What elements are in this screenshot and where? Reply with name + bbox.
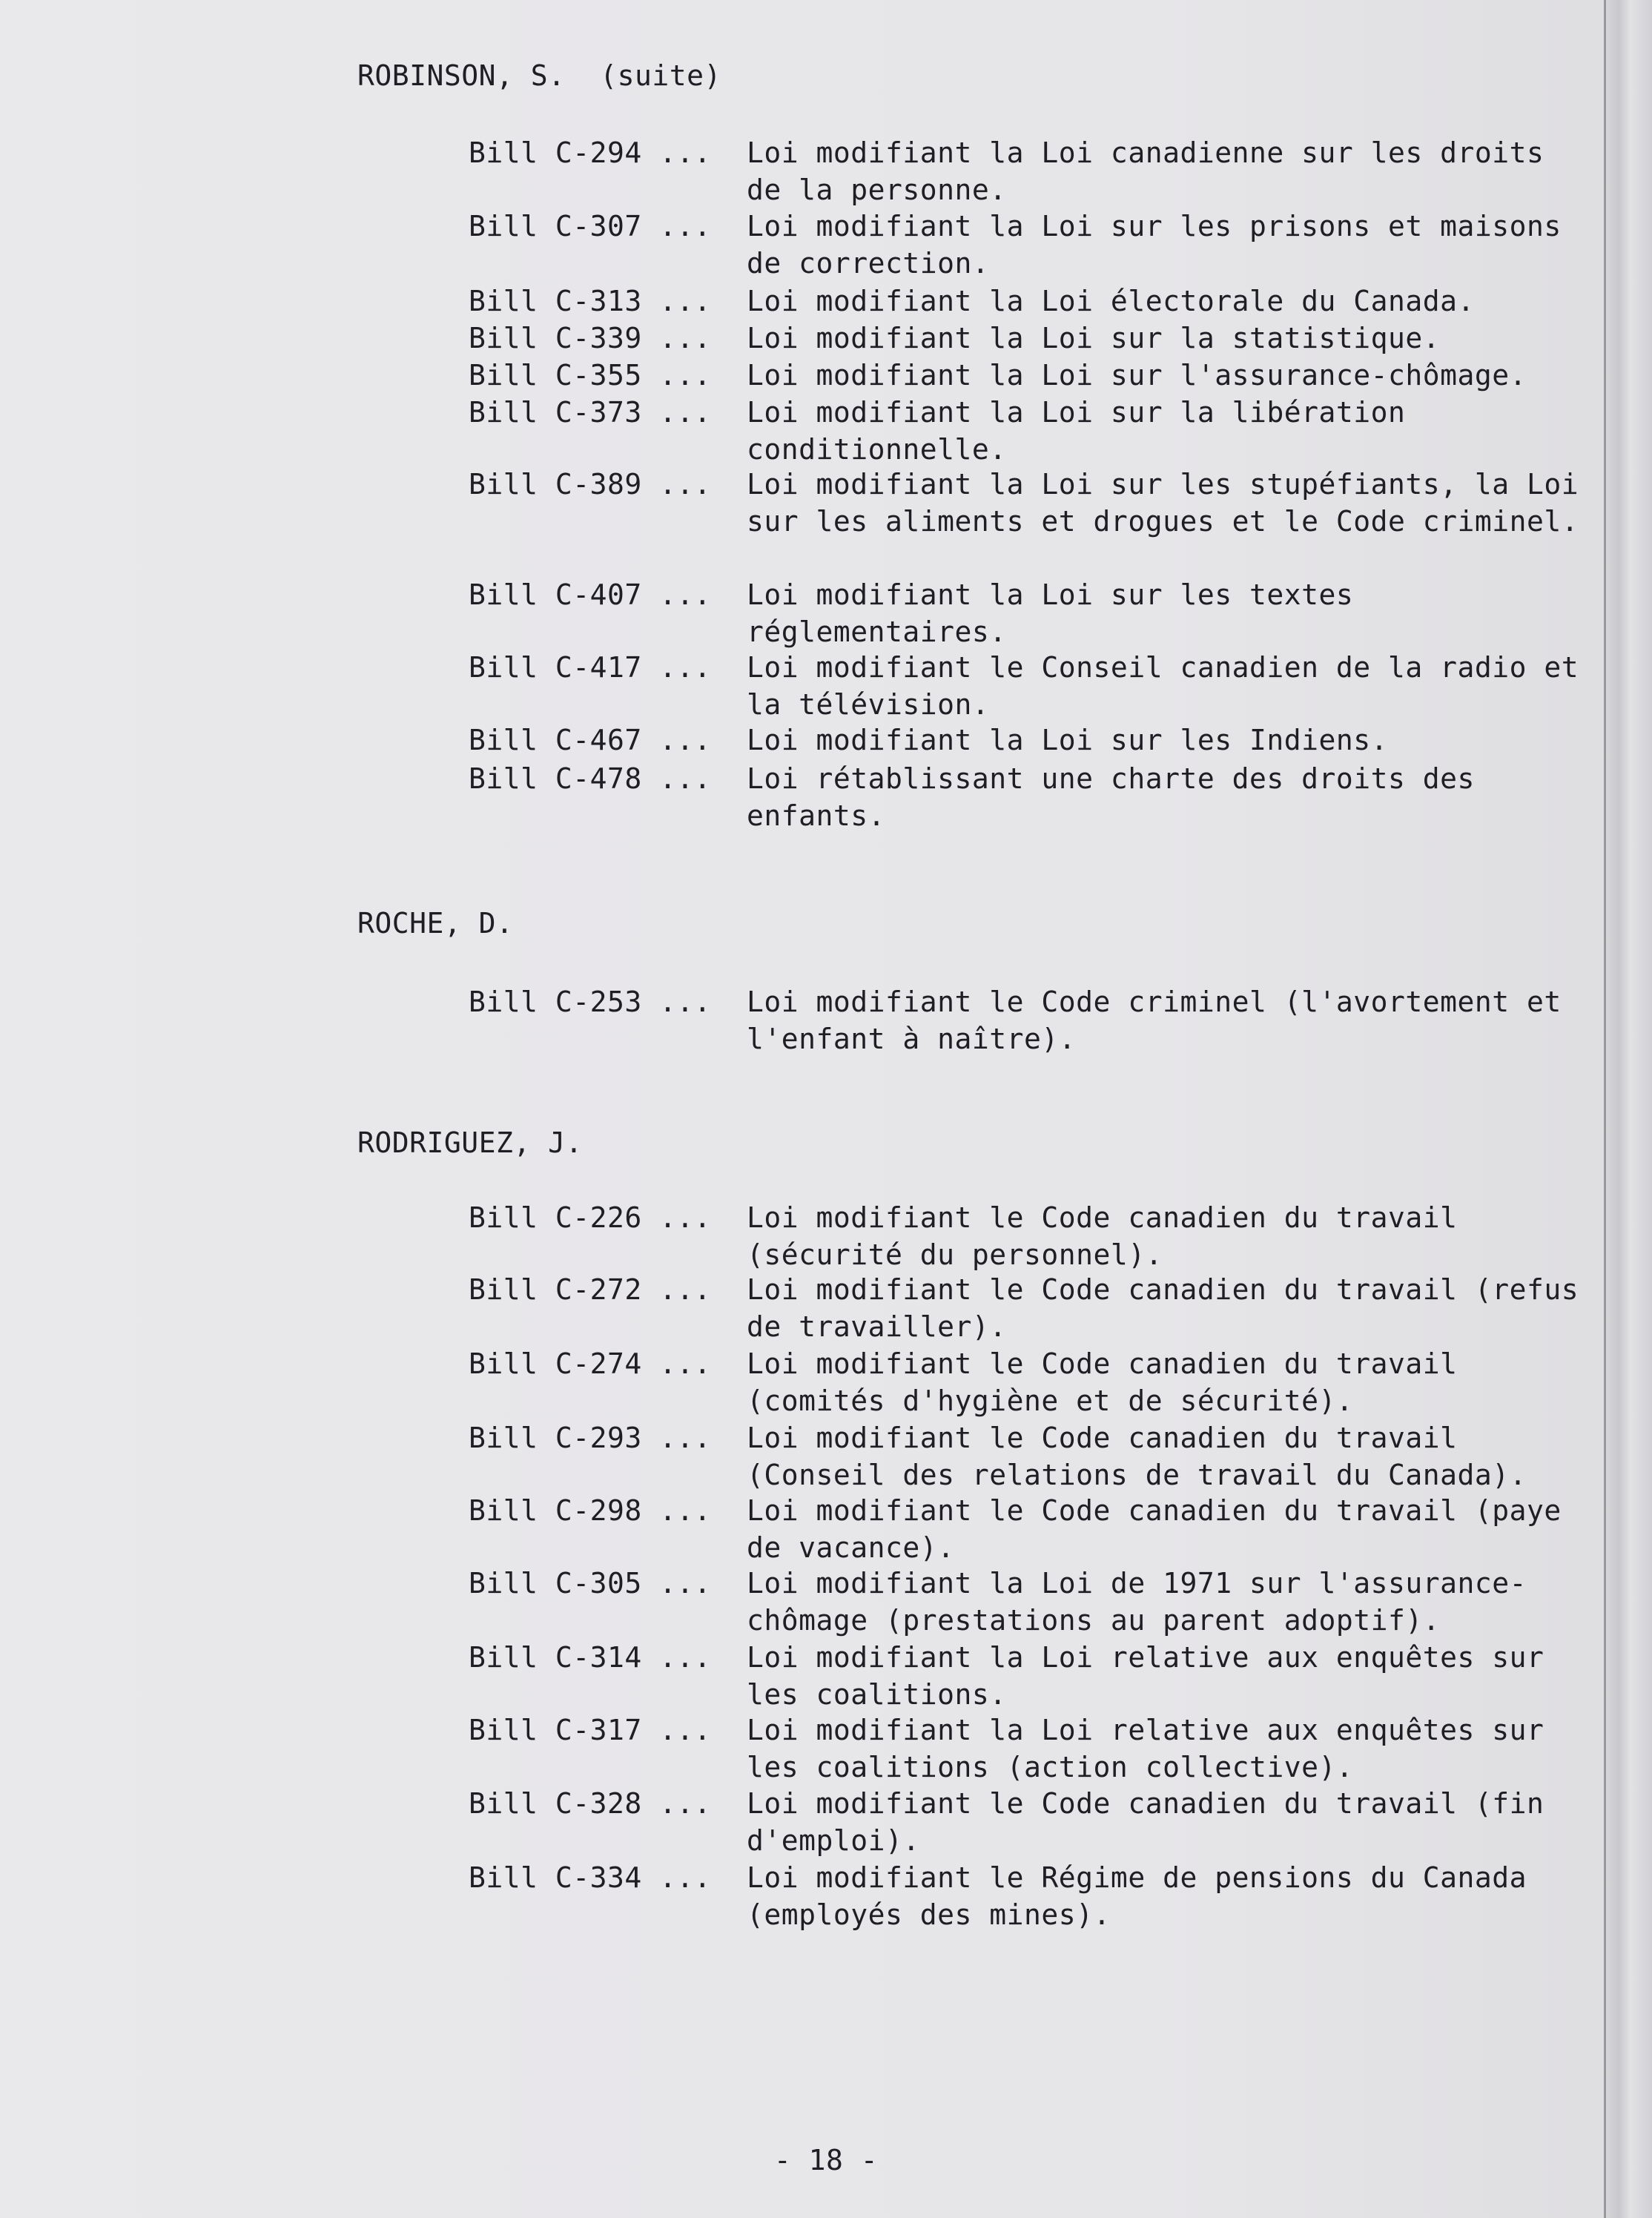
bill-number: Bill C-272 ... bbox=[469, 1273, 712, 1306]
bill-number: Bill C-294 ... bbox=[469, 136, 712, 169]
section-heading-roche: ROCHE, D. bbox=[357, 907, 514, 940]
bill-title: Loi modifiant le Code canadien du travail (Conseil des relations de travail du Canada). bbox=[747, 1422, 1527, 1491]
page-number: - 18 - bbox=[773, 2144, 879, 2176]
bill-number: Bill C-467 ... bbox=[469, 724, 712, 756]
bill-number: Bill C-407 ... bbox=[469, 578, 712, 611]
bill-title: Loi rétablissant une charte des droits des enfants. bbox=[747, 762, 1475, 832]
bill-title: Loi modifiant le Régime de pensions du Canada (employés des mines). bbox=[747, 1861, 1527, 1931]
bill-number: Bill C-417 ... bbox=[469, 651, 712, 684]
bill-title: Loi modifiant le Code canadien du travail (fin d'emploi). bbox=[747, 1787, 1544, 1857]
bill-number: Bill C-317 ... bbox=[469, 1714, 712, 1746]
bill-title: Loi modifiant la Loi sur les prisons et maisons de correction. bbox=[747, 210, 1562, 280]
bill-title: Loi modifiant la Loi sur les Indiens. bbox=[747, 724, 1388, 756]
bill-title: Loi modifiant la Loi relative aux enquêtes sur les coalitions. bbox=[747, 1641, 1544, 1711]
bill-title: Loi modifiant la Loi sur la statistique. bbox=[747, 322, 1441, 354]
bill-number: Bill C-373 ... bbox=[469, 396, 712, 429]
bill-title: Loi modifiant le Code canadien du travail (refus de travailler). bbox=[747, 1273, 1579, 1343]
bill-title: Loi modifiant la Loi électorale du Canada. bbox=[747, 285, 1475, 317]
bill-title: Loi modifiant la Loi sur les stupéfiants, la Loi sur les aliments et drogues et le Code criminel. bbox=[747, 468, 1579, 538]
bill-number: Bill C-298 ... bbox=[469, 1494, 712, 1527]
bill-number: Bill C-293 ... bbox=[469, 1422, 712, 1454]
bill-title: Loi modifiant la Loi relative aux enquêtes sur les coalitions (action collective). bbox=[747, 1714, 1544, 1783]
bill-number: Bill C-339 ... bbox=[469, 322, 712, 354]
bill-title: Loi modifiant le Code criminel (l'avortement et l'enfant à naître). bbox=[747, 986, 1562, 1055]
bill-number: Bill C-305 ... bbox=[469, 1567, 712, 1600]
bill-number: Bill C-389 ... bbox=[469, 468, 712, 501]
bill-number: Bill C-478 ... bbox=[469, 762, 712, 795]
bill-title: Loi modifiant la Loi canadienne sur les droits de la personne. bbox=[747, 136, 1544, 206]
bill-title: Loi modifiant le Code canadien du travail (comités d'hygiène et de sécurité). bbox=[747, 1347, 1458, 1417]
section-heading-rodriguez: RODRIGUEZ, J. bbox=[357, 1126, 583, 1159]
section-heading-robinson: ROBINSON, S. (suite) bbox=[357, 59, 721, 92]
bill-number: Bill C-334 ... bbox=[469, 1861, 712, 1894]
bill-title: Loi modifiant le Conseil canadien de la radio et la télévision. bbox=[747, 651, 1579, 721]
bill-number: Bill C-313 ... bbox=[469, 285, 712, 317]
bill-number: Bill C-253 ... bbox=[469, 986, 712, 1018]
bill-title: Loi modifiant le Code canadien du travail (sécurité du personnel). bbox=[747, 1201, 1458, 1271]
bill-title: Loi modifiant la Loi sur l'assurance-chômage. bbox=[747, 359, 1527, 392]
bill-title: Loi modifiant le Code canadien du travail (paye de vacance). bbox=[747, 1494, 1562, 1564]
bill-title: Loi modifiant la Loi sur les textes réglementaires. bbox=[747, 578, 1354, 648]
bill-title: Loi modifiant la Loi sur la libération conditionnelle. bbox=[747, 396, 1406, 466]
bill-number: Bill C-328 ... bbox=[469, 1787, 712, 1820]
bill-number: Bill C-226 ... bbox=[469, 1201, 712, 1234]
bill-number: Bill C-307 ... bbox=[469, 210, 712, 242]
bill-number: Bill C-314 ... bbox=[469, 1641, 712, 1674]
bill-number: Bill C-274 ... bbox=[469, 1347, 712, 1380]
bill-number: Bill C-355 ... bbox=[469, 359, 712, 392]
bill-title: Loi modifiant la Loi de 1971 sur l'assurance-chômage (prestations au parent adoptif). bbox=[747, 1567, 1527, 1637]
